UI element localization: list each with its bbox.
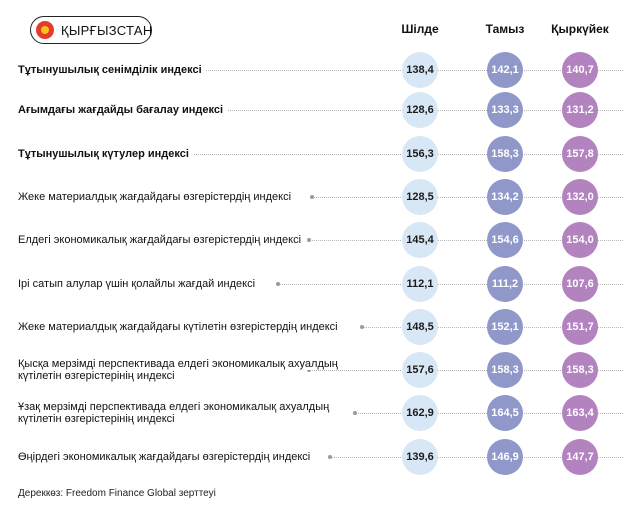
value-bubble: 154,0 bbox=[562, 222, 598, 258]
table-row bbox=[0, 350, 643, 390]
row-label-text: Ұзақ мерзімді перспективада елдегі экономикалық ахуалдың күтілетін өзгерістерінің индексі bbox=[18, 401, 330, 425]
country-badge bbox=[30, 16, 152, 44]
value-bubble: 148,5 bbox=[402, 309, 438, 345]
column-header: Қыркүйек bbox=[551, 22, 609, 36]
row-label bbox=[18, 64, 348, 76]
row-label-text: Елдегі экономикалық жағдайдағы өзгерістердің индексі bbox=[18, 234, 305, 246]
value-bubble: 151,7 bbox=[562, 309, 598, 345]
value-bubble: 142,1 bbox=[487, 52, 523, 88]
value-bubble: 132,0 bbox=[562, 179, 598, 215]
table-row bbox=[0, 177, 643, 217]
table-row bbox=[0, 50, 643, 90]
table-row bbox=[0, 307, 643, 347]
value-bubble: 133,3 bbox=[487, 92, 523, 128]
value-bubble: 152,1 bbox=[487, 309, 523, 345]
value-bubble: 134,2 bbox=[487, 179, 523, 215]
value-bubble: 164,5 bbox=[487, 395, 523, 431]
row-label bbox=[18, 358, 348, 382]
row-label-text: Тұтынушылық күтулер индексі bbox=[18, 148, 193, 160]
table-row bbox=[0, 437, 643, 477]
value-bubble: 128,5 bbox=[402, 179, 438, 215]
row-label-text: Тұтынушылық сенімділік индексі bbox=[18, 64, 206, 76]
row-label-text: Ірі сатып алулар үшін қолайлы жағдай индексі bbox=[18, 278, 259, 290]
source-note: Дереккөз: Freedom Finance Global зерттеуі bbox=[18, 488, 216, 499]
value-bubble: 158,3 bbox=[487, 352, 523, 388]
value-bubble: 131,2 bbox=[562, 92, 598, 128]
value-bubble: 157,8 bbox=[562, 136, 598, 172]
kyrgyzstan-flag-icon bbox=[36, 21, 54, 39]
table-row bbox=[0, 264, 643, 304]
value-bubble: 107,6 bbox=[562, 266, 598, 302]
country-name: ҚЫРҒЫЗСТАН bbox=[61, 23, 153, 38]
table-row bbox=[0, 90, 643, 130]
column-header: Тамыз bbox=[485, 22, 525, 36]
row-label bbox=[18, 451, 348, 463]
value-bubble: 146,9 bbox=[487, 439, 523, 475]
table-row bbox=[0, 220, 643, 260]
row-label bbox=[18, 321, 348, 333]
value-bubble: 163,4 bbox=[562, 395, 598, 431]
row-label bbox=[18, 278, 348, 290]
row-label-text: Жеке материалдық жағдайдағы күтілетін өзгерістердің индексі bbox=[18, 321, 342, 333]
value-bubble: 140,7 bbox=[562, 52, 598, 88]
value-bubble: 156,3 bbox=[402, 136, 438, 172]
value-bubble: 145,4 bbox=[402, 222, 438, 258]
value-bubble: 157,6 bbox=[402, 352, 438, 388]
row-label bbox=[18, 234, 348, 246]
value-bubble: 158,3 bbox=[487, 136, 523, 172]
column-header: Шілде bbox=[401, 22, 439, 36]
value-bubble: 139,6 bbox=[402, 439, 438, 475]
table-row bbox=[0, 393, 643, 433]
table-row bbox=[0, 134, 643, 174]
value-bubble: 147,7 bbox=[562, 439, 598, 475]
row-label bbox=[18, 191, 348, 203]
row-label bbox=[18, 104, 348, 116]
leader-dot bbox=[360, 325, 364, 329]
row-label-text: Жеке материалдық жағдайдағы өзгерістердің индексі bbox=[18, 191, 295, 203]
value-bubble: 112,1 bbox=[402, 266, 438, 302]
value-bubble: 138,4 bbox=[402, 52, 438, 88]
row-label-text: Қысқа мерзімді перспективада елдегі экономикалық ахуалдың күтілетін өзгерістерінің индексі bbox=[18, 358, 338, 382]
value-bubble: 111,2 bbox=[487, 266, 523, 302]
value-bubble: 162,9 bbox=[402, 395, 438, 431]
value-bubble: 154,6 bbox=[487, 222, 523, 258]
leader-dot bbox=[353, 411, 357, 415]
row-label bbox=[18, 148, 348, 160]
value-bubble: 158,3 bbox=[562, 352, 598, 388]
row-label-text: Ағымдағы жағдайды бағалау индексі bbox=[18, 104, 227, 116]
value-bubble: 128,6 bbox=[402, 92, 438, 128]
row-label bbox=[18, 401, 348, 425]
row-label-text: Өңірдегі экономикалық жағдайдағы өзгерістердің индексі bbox=[18, 451, 314, 463]
